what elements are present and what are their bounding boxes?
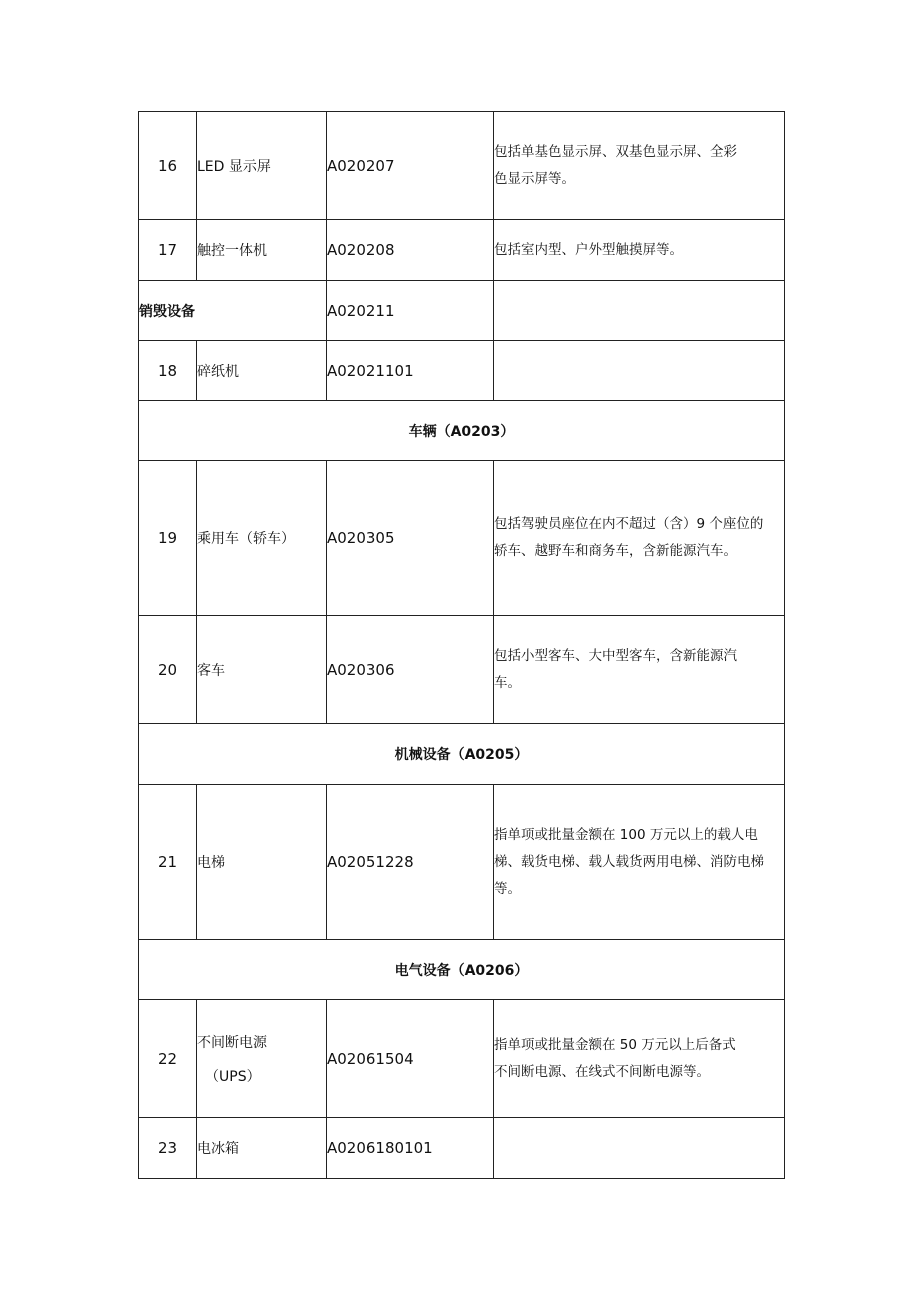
item-code: A02051228: [327, 785, 494, 940]
table-row: [139, 785, 785, 940]
table-row: [139, 1000, 785, 1118]
section-row: [139, 940, 785, 1000]
row-number: 21: [139, 785, 197, 940]
item-code: A020208: [327, 220, 494, 281]
section-title: 车辆（A0203）: [139, 401, 785, 461]
row-number: 18: [139, 341, 197, 401]
item-code: A020305: [327, 461, 494, 616]
item-code: A020211: [327, 281, 494, 341]
section-row: [139, 724, 785, 785]
item-name: 电梯: [197, 785, 327, 940]
item-name: LED 显示屏: [197, 112, 327, 220]
section-row: [139, 401, 785, 461]
item-description: [494, 616, 785, 724]
item-description: [494, 461, 785, 616]
description-line: 不间断电源、在线式不间断电源等。: [494, 1063, 710, 1080]
table-row: [139, 112, 785, 220]
section-title: 电气设备（A0206）: [139, 940, 785, 1000]
description-line: 色显示屏等。: [494, 170, 575, 187]
item-description: 包括室内型、户外型触摸屏等。: [494, 220, 785, 281]
item-description: [494, 112, 785, 220]
row-number: 17: [139, 220, 197, 281]
description-line: 梯、载货电梯、载人载货两用电梯、消防电梯: [494, 853, 764, 870]
item-name: 触控一体机: [197, 220, 327, 281]
item-code: A02021101: [327, 341, 494, 401]
item-code: A0206180101: [327, 1118, 494, 1179]
item-description: [494, 341, 785, 401]
item-name: 碎纸机: [197, 341, 327, 401]
description-line: 轿车、越野车和商务车，含新能源汽车。: [494, 543, 737, 559]
table-row: [139, 461, 785, 616]
item-code: A020306: [327, 616, 494, 724]
item-description: [494, 785, 785, 940]
item-description: [494, 281, 785, 341]
section-title: 机械设备（A0205）: [139, 724, 785, 785]
row-number: 16: [139, 112, 197, 220]
table-row: [139, 341, 785, 401]
item-name-line: （UPS）: [205, 1068, 261, 1085]
table-row: [139, 616, 785, 724]
row-number: 19: [139, 461, 197, 616]
item-name: [197, 1000, 327, 1118]
description-line: 指单项或批量金额在 100 万元以上的载人电: [494, 826, 758, 843]
description-line: 包括驾驶员座位在内不超过（含）9 个座位的: [494, 516, 764, 532]
item-name: 客车: [197, 616, 327, 724]
description-line: 指单项或批量金额在 50 万元以上后备式: [494, 1036, 736, 1053]
category-name: 销毁设备: [139, 281, 327, 341]
item-code: A02061504: [327, 1000, 494, 1118]
description-line: 车。: [494, 674, 521, 691]
table-row: [139, 220, 785, 281]
category-row: [139, 281, 785, 341]
description-line: 包括单基色显示屏、双基色显示屏、全彩: [494, 143, 737, 160]
item-name: 电冰箱: [197, 1118, 327, 1179]
row-number: 20: [139, 616, 197, 724]
row-number: 23: [139, 1118, 197, 1179]
description-line: 包括小型客车、大中型客车，含新能源汽: [494, 647, 737, 664]
table-row: [139, 1118, 785, 1179]
item-description: [494, 1000, 785, 1118]
item-name-line: 不间断电源: [197, 1034, 267, 1051]
item-name: 乘用车（轿车）: [197, 461, 327, 616]
item-description: [494, 1118, 785, 1179]
row-number: 22: [139, 1000, 197, 1118]
equipment-catalog-table: [138, 111, 785, 1179]
description-line: 等。: [494, 880, 521, 897]
item-code: A020207: [327, 112, 494, 220]
